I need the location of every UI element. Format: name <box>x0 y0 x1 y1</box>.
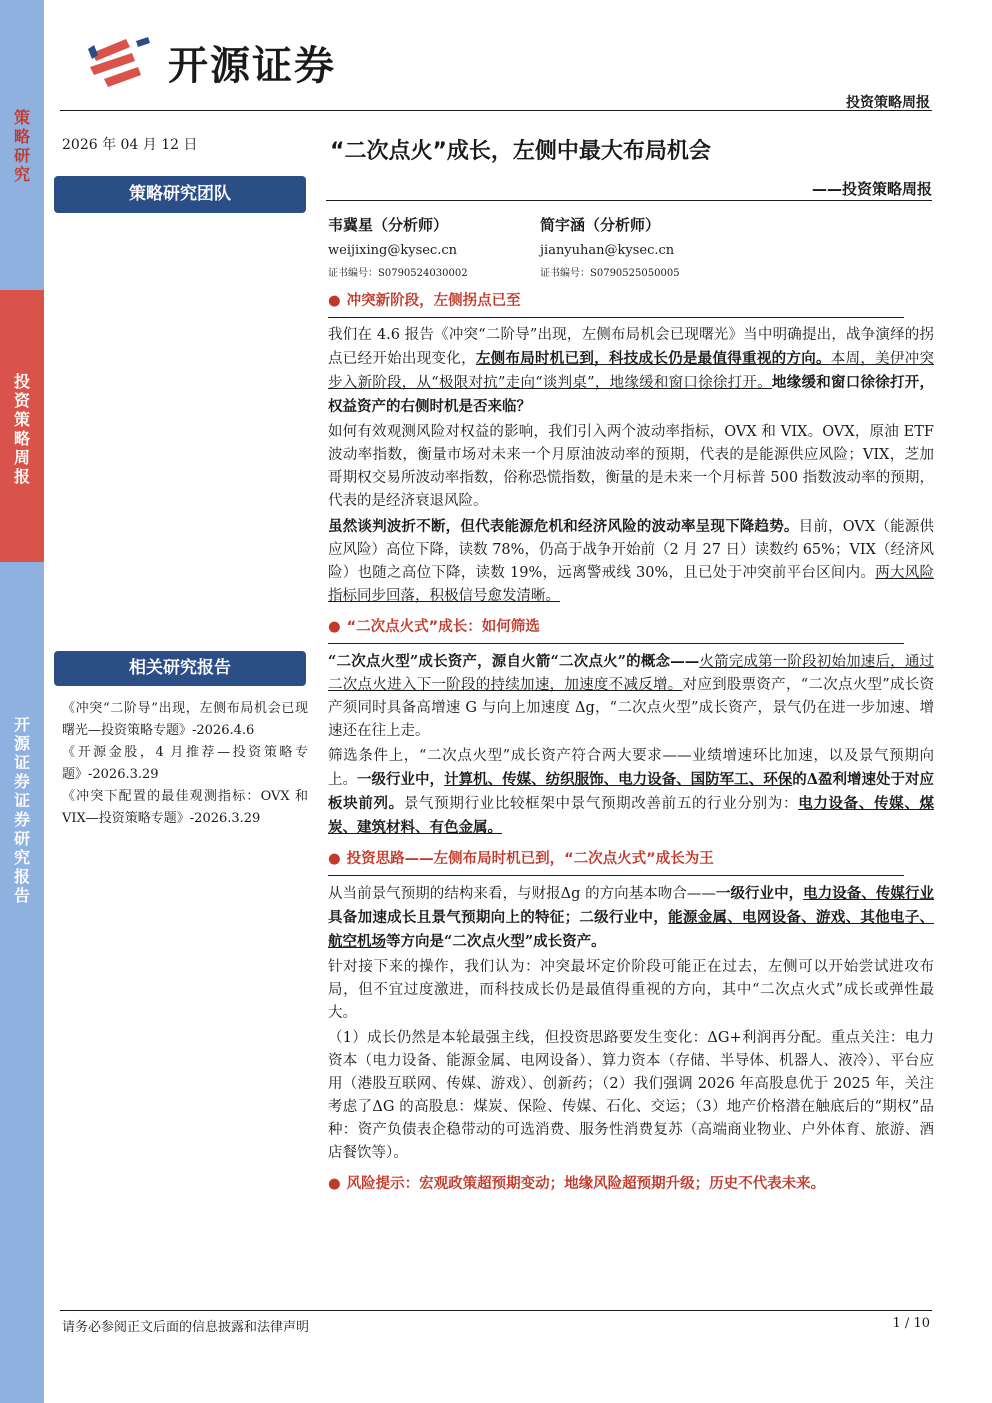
analyst-email[interactable]: weijixing@kysec.cn <box>328 243 458 258</box>
paragraph: 筛选条件上，“二次点火型”成长资产符合两大要求——业绩增速环比加速，以及景气预期向上。一级行业中，计算机、传媒、纺织服饰、电力设备、国防军工、环保的Δ盈利增速处于对应板块前列。景气预期行业比较框架中景气预期改善前五的行业分别为：电力设备、传媒、煤炭、建筑材料、有色金属。 <box>328 748 935 836</box>
paragraph: （1）成长仍然是本轮最强主线，但投资思路要发生变化：ΔG+利润再分配。重点关注：电力资本（电力设备、能源金属、电网设备）、算力资本（存储、半导体、机器人、液冷）、平台应用（港股互联网、传媒、游戏）、创新药；（2）我们强调 2026 年高股息优于 2025 年，关注考虑了ΔG 的高股息：煤炭、保险、传媒、石化、交运；（3）地产价格潜在触底后的“期权”品种：资产负债表企稳带动的可选消费、服务性消费复苏（高端商业物业、户外体育、旅游、酒店餐饮等）。 <box>328 1030 934 1161</box>
risk-warning: ● 风险提示：宏观政策超预期变动；地缘风险超预期升级；历史不代表未来。 <box>328 1176 826 1192</box>
paragraph: “二次点火型”成长资产，源自火箭“二次点火”的概念——火箭完成第一阶段初始加速后，通过二次点火进入下一阶段的持续加速，加速度不减反增。对应到股票资产，“二次点火型”成长资产须同时具备高增速 G 与向上加速度 Δg，“二次点火型”成长资产，景气仍在进一步加速、增速还在往上走。 <box>328 653 935 739</box>
team-label: 策略研究团队 <box>54 176 306 213</box>
section-heading: ● “二次点火式”成长：如何筛选 <box>328 619 540 635</box>
report-title: “二次点火”成长，左侧中最大布局机会 <box>330 139 711 164</box>
section-divider <box>328 317 904 318</box>
analyst-name: 简宇涵（分析师） <box>540 216 661 234</box>
paragraph: 我们在 4.6 报告《冲突“二阶导”出现，左侧布局机会已现曙光》当中明确提出，战争演绎的拐点已经开始出现变化，左侧布局时机已到，科技成长仍是最值得重视的方向。本周，美伊冲突步入新阶段，从“极限对抗”走向“谈判桌”，地缘缓和窗口徐徐打开。地缘缓和窗口徐徐打开，权益资产的右侧时机是否来临？ <box>328 327 935 415</box>
brand-mark-icon <box>86 33 158 91</box>
brand-name: 开源证券 <box>168 42 336 89</box>
report-date: 2026 年 04 月 12 日 <box>62 137 198 153</box>
report-subtitle: ——投资策略周报 <box>811 180 932 198</box>
side-label-mid: 投资策略周报 <box>13 372 30 486</box>
related-report-item[interactable]: 《冲突“二阶导”出现，左侧布局机会已现曙光—投资策略专题》-2026.4.6 <box>62 701 308 738</box>
footer-disclaimer[interactable]: 请务必参阅正文后面的信息披露和法律声明 <box>62 1320 310 1335</box>
related-reports-list <box>62 698 308 830</box>
brand-logo <box>86 32 336 92</box>
paragraph: 如何有效观测风险对权益的影响，我们引入两个波动率指标，OVX 和 VIX。OVX，原油 ETF 波动率指数，衡量市场对未来一个月原油波动率的预期，代表的是能源供应风险；VIX，芝加哥期权交易所波动率指数，俗称恐慌指数，衡量的是未来一个月标普 500 指数波动率的预期，代表的是经济衰退风险。 <box>328 424 934 509</box>
analyst-email[interactable]: jianyuhan@kysec.cn <box>540 243 675 258</box>
main-content <box>328 290 934 1196</box>
subtitle-divider <box>326 200 932 201</box>
paragraph: 针对接下来的操作，我们认为：冲突最坏定价阶段可能正在过去，左侧可以开始尝试进攻布局，但不宜过度激进，而科技成长仍是最值得重视的方向，其中“二次点火式”成长或弹性最大。 <box>328 959 934 1021</box>
bullet-icon: ● <box>328 619 341 635</box>
header-doc-type: 投资策略周报 <box>846 95 930 111</box>
analyst-name: 韦冀星（分析师） <box>328 216 449 234</box>
footer-divider <box>60 1310 932 1311</box>
related-report-item[interactable]: 《开源金股，4 月推荐—投资策略专题》-2026.3.29 <box>62 745 308 782</box>
analyst-card <box>540 214 680 279</box>
page-number: 1 / 10 <box>892 1316 930 1331</box>
paragraph: 从当前景气预期的结构来看，与财报Δg 的方向基本吻合——一级行业中，电力设备、传媒行业具备加速成长且景气预期向上的特征；二级行业中，能源金属、电网设备、游戏、其他电子、航空机场等方向是“二次点火型”成长资产。 <box>328 885 935 950</box>
section-divider <box>328 875 904 876</box>
side-band-bottom <box>0 562 44 1403</box>
analyst-cert: 证书编号：S0790524030002 <box>328 268 468 279</box>
side-label-bottom: 开源证券 证券研究报告 <box>13 715 30 905</box>
section-heading: ● 冲突新阶段，左侧拐点已至 <box>328 293 521 309</box>
side-label-top: 策略研究 <box>13 108 30 184</box>
paragraph: 虽然谈判波折不断，但代表能源危机和经济风险的波动率呈现下降趋势。目前，OVX（能源供应风险）高位下降，读数 78%，仍高于战争开始前（2 月 27 日）读数约 65%；VIX（经济风险）也随之高位下降，读数 19%，远离警戒线 30%，且已处于冲突前平台区间内。两大风险指标同步回落，积极信号愈发清晰。 <box>328 518 934 604</box>
bullet-icon: ● <box>328 1176 341 1192</box>
analyst-cert: 证书编号：S0790525050005 <box>540 268 680 279</box>
header-divider <box>60 110 932 111</box>
section-divider <box>328 643 904 644</box>
related-report-item[interactable]: 《冲突下配置的最佳观测指标：OVX 和 VIX—投资策略专题》-2026.3.29 <box>62 789 308 826</box>
analyst-card <box>328 214 468 279</box>
related-reports-label: 相关研究报告 <box>54 651 306 686</box>
bullet-icon: ● <box>328 293 341 309</box>
section-heading: ● 投资思路——左侧布局时机已到，“二次点火式”成长为王 <box>328 851 714 867</box>
bullet-icon: ● <box>328 851 341 867</box>
